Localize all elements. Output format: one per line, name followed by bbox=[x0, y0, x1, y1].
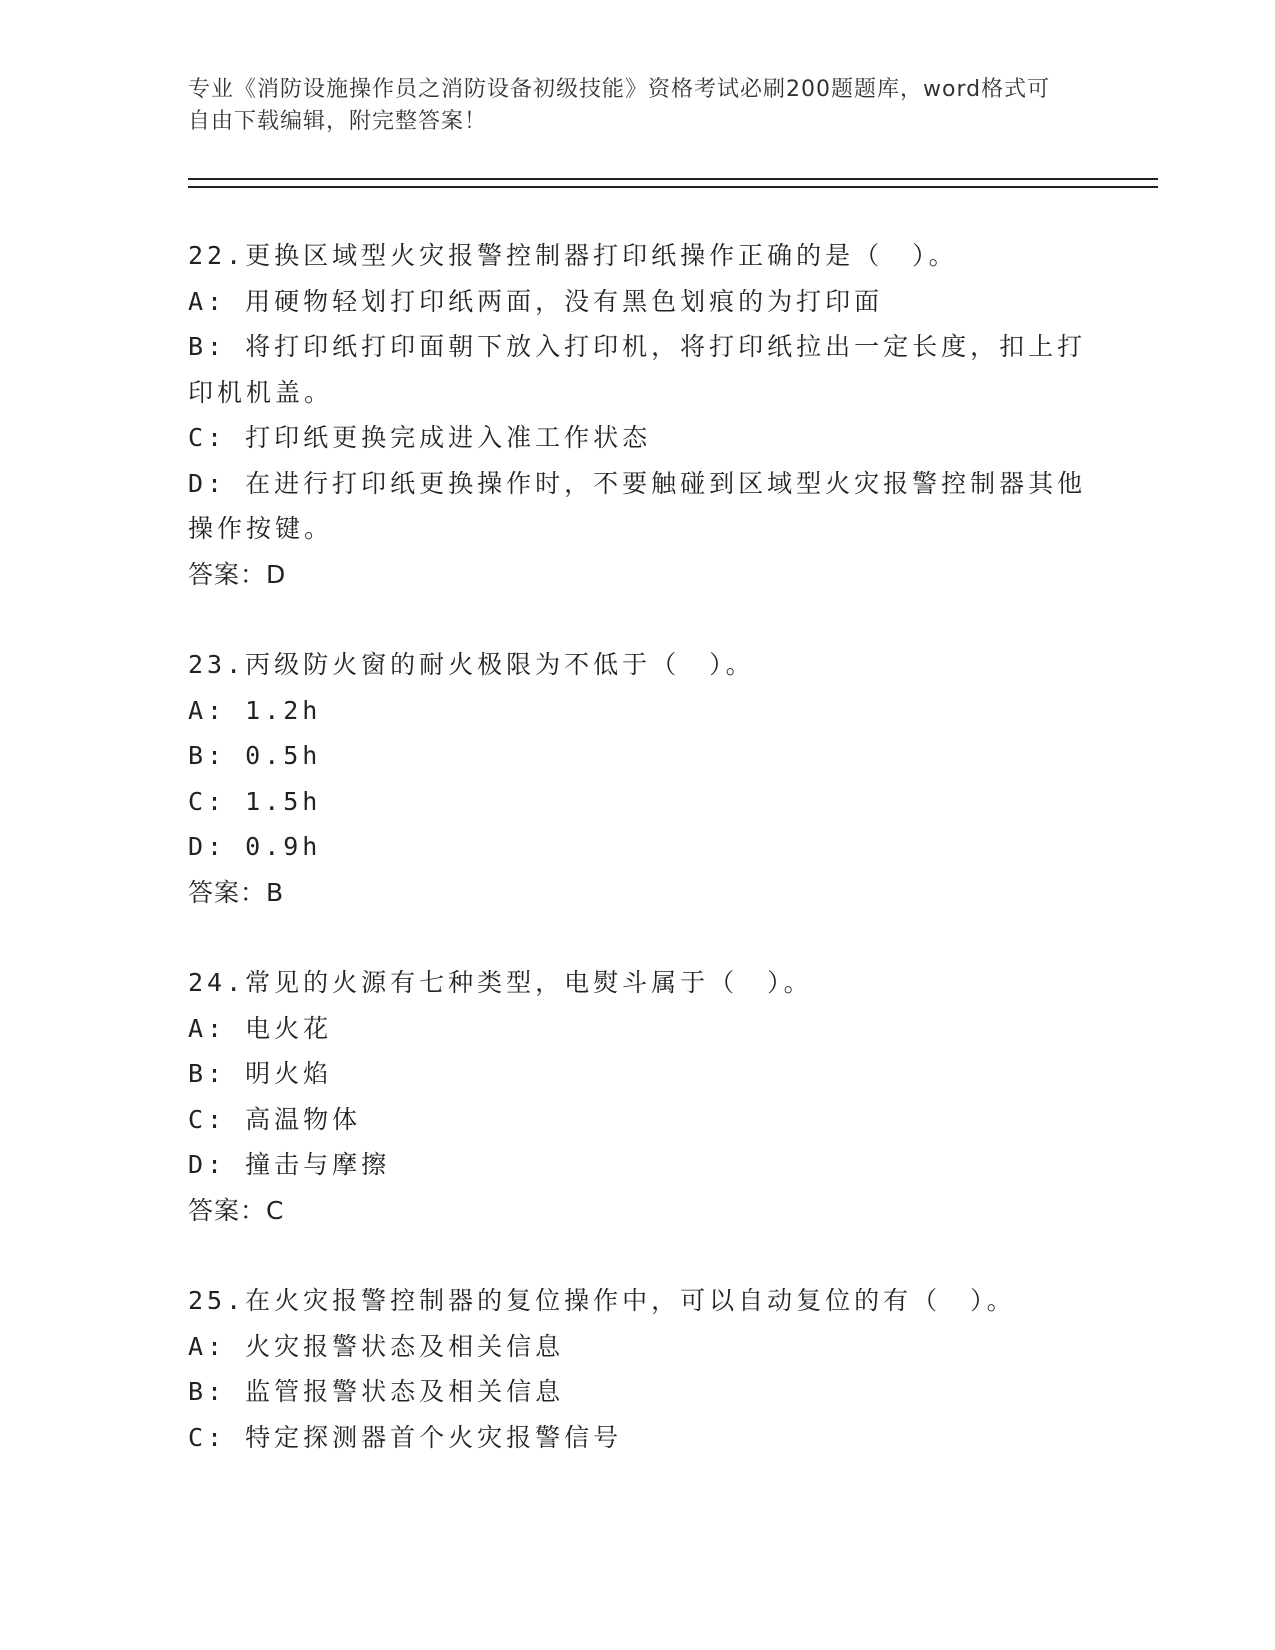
question-stem: 24.常见的火源有七种类型，电熨斗属于（ ）。 bbox=[188, 968, 813, 997]
answer: 答案：B bbox=[188, 877, 285, 907]
answer: 答案：D bbox=[188, 559, 287, 589]
option-b: B: 将打印纸打印面朝下放入打印机，将打印纸拉出一定长度，扣上打印机机盖。 bbox=[188, 332, 1087, 407]
question-stem: 22.更换区域型火灾报警控制器打印纸操作正确的是（ ）。 bbox=[188, 241, 958, 270]
option-a: A: 用硬物轻划打印纸两面，没有黑色划痕的为打印面 bbox=[188, 286, 884, 316]
option-b: B: 监管报警状态及相关信息 bbox=[188, 1377, 565, 1406]
option-a: A: 火灾报警状态及相关信息 bbox=[188, 1331, 565, 1361]
option-c: C: 1.5h bbox=[188, 786, 322, 816]
option-b: B: 明火焰 bbox=[188, 1059, 333, 1088]
answer: 答案：C bbox=[188, 1195, 285, 1225]
question-stem: 25.在火灾报警控制器的复位操作中，可以自动复位的有（ ）。 bbox=[188, 1286, 1016, 1315]
header-divider bbox=[188, 178, 1158, 188]
question-stem: 23.丙级防火窗的耐火极限为不低于（ ）。 bbox=[188, 650, 755, 679]
question-25 bbox=[188, 1278, 1088, 1460]
question-24 bbox=[188, 960, 1088, 1233]
option-b: B: 0.5h bbox=[188, 741, 322, 770]
option-c: C: 打印纸更换完成进入准工作状态 bbox=[188, 423, 652, 452]
option-a: A: 电火花 bbox=[188, 1013, 333, 1043]
option-a: A: 1.2h bbox=[188, 695, 322, 725]
option-c: C: 高温物体 bbox=[188, 1104, 362, 1134]
question-23 bbox=[188, 642, 1088, 915]
question-22 bbox=[188, 233, 1088, 597]
document-header: 专业《消防设施操作员之消防设备初级技能》资格考试必刷200题题库，word格式可自由下载编辑，附完整答案！ bbox=[188, 77, 1051, 134]
option-c: C: 特定探测器首个火灾报警信号 bbox=[188, 1422, 623, 1452]
option-d: D: 0.9h bbox=[188, 832, 322, 861]
option-d: D: 在进行打印纸更换操作时，不要触碰到区域型火灾报警控制器其他操作按键。 bbox=[188, 468, 1087, 543]
option-d: D: 撞击与摩擦 bbox=[188, 1150, 391, 1179]
question-list bbox=[188, 233, 1088, 1505]
